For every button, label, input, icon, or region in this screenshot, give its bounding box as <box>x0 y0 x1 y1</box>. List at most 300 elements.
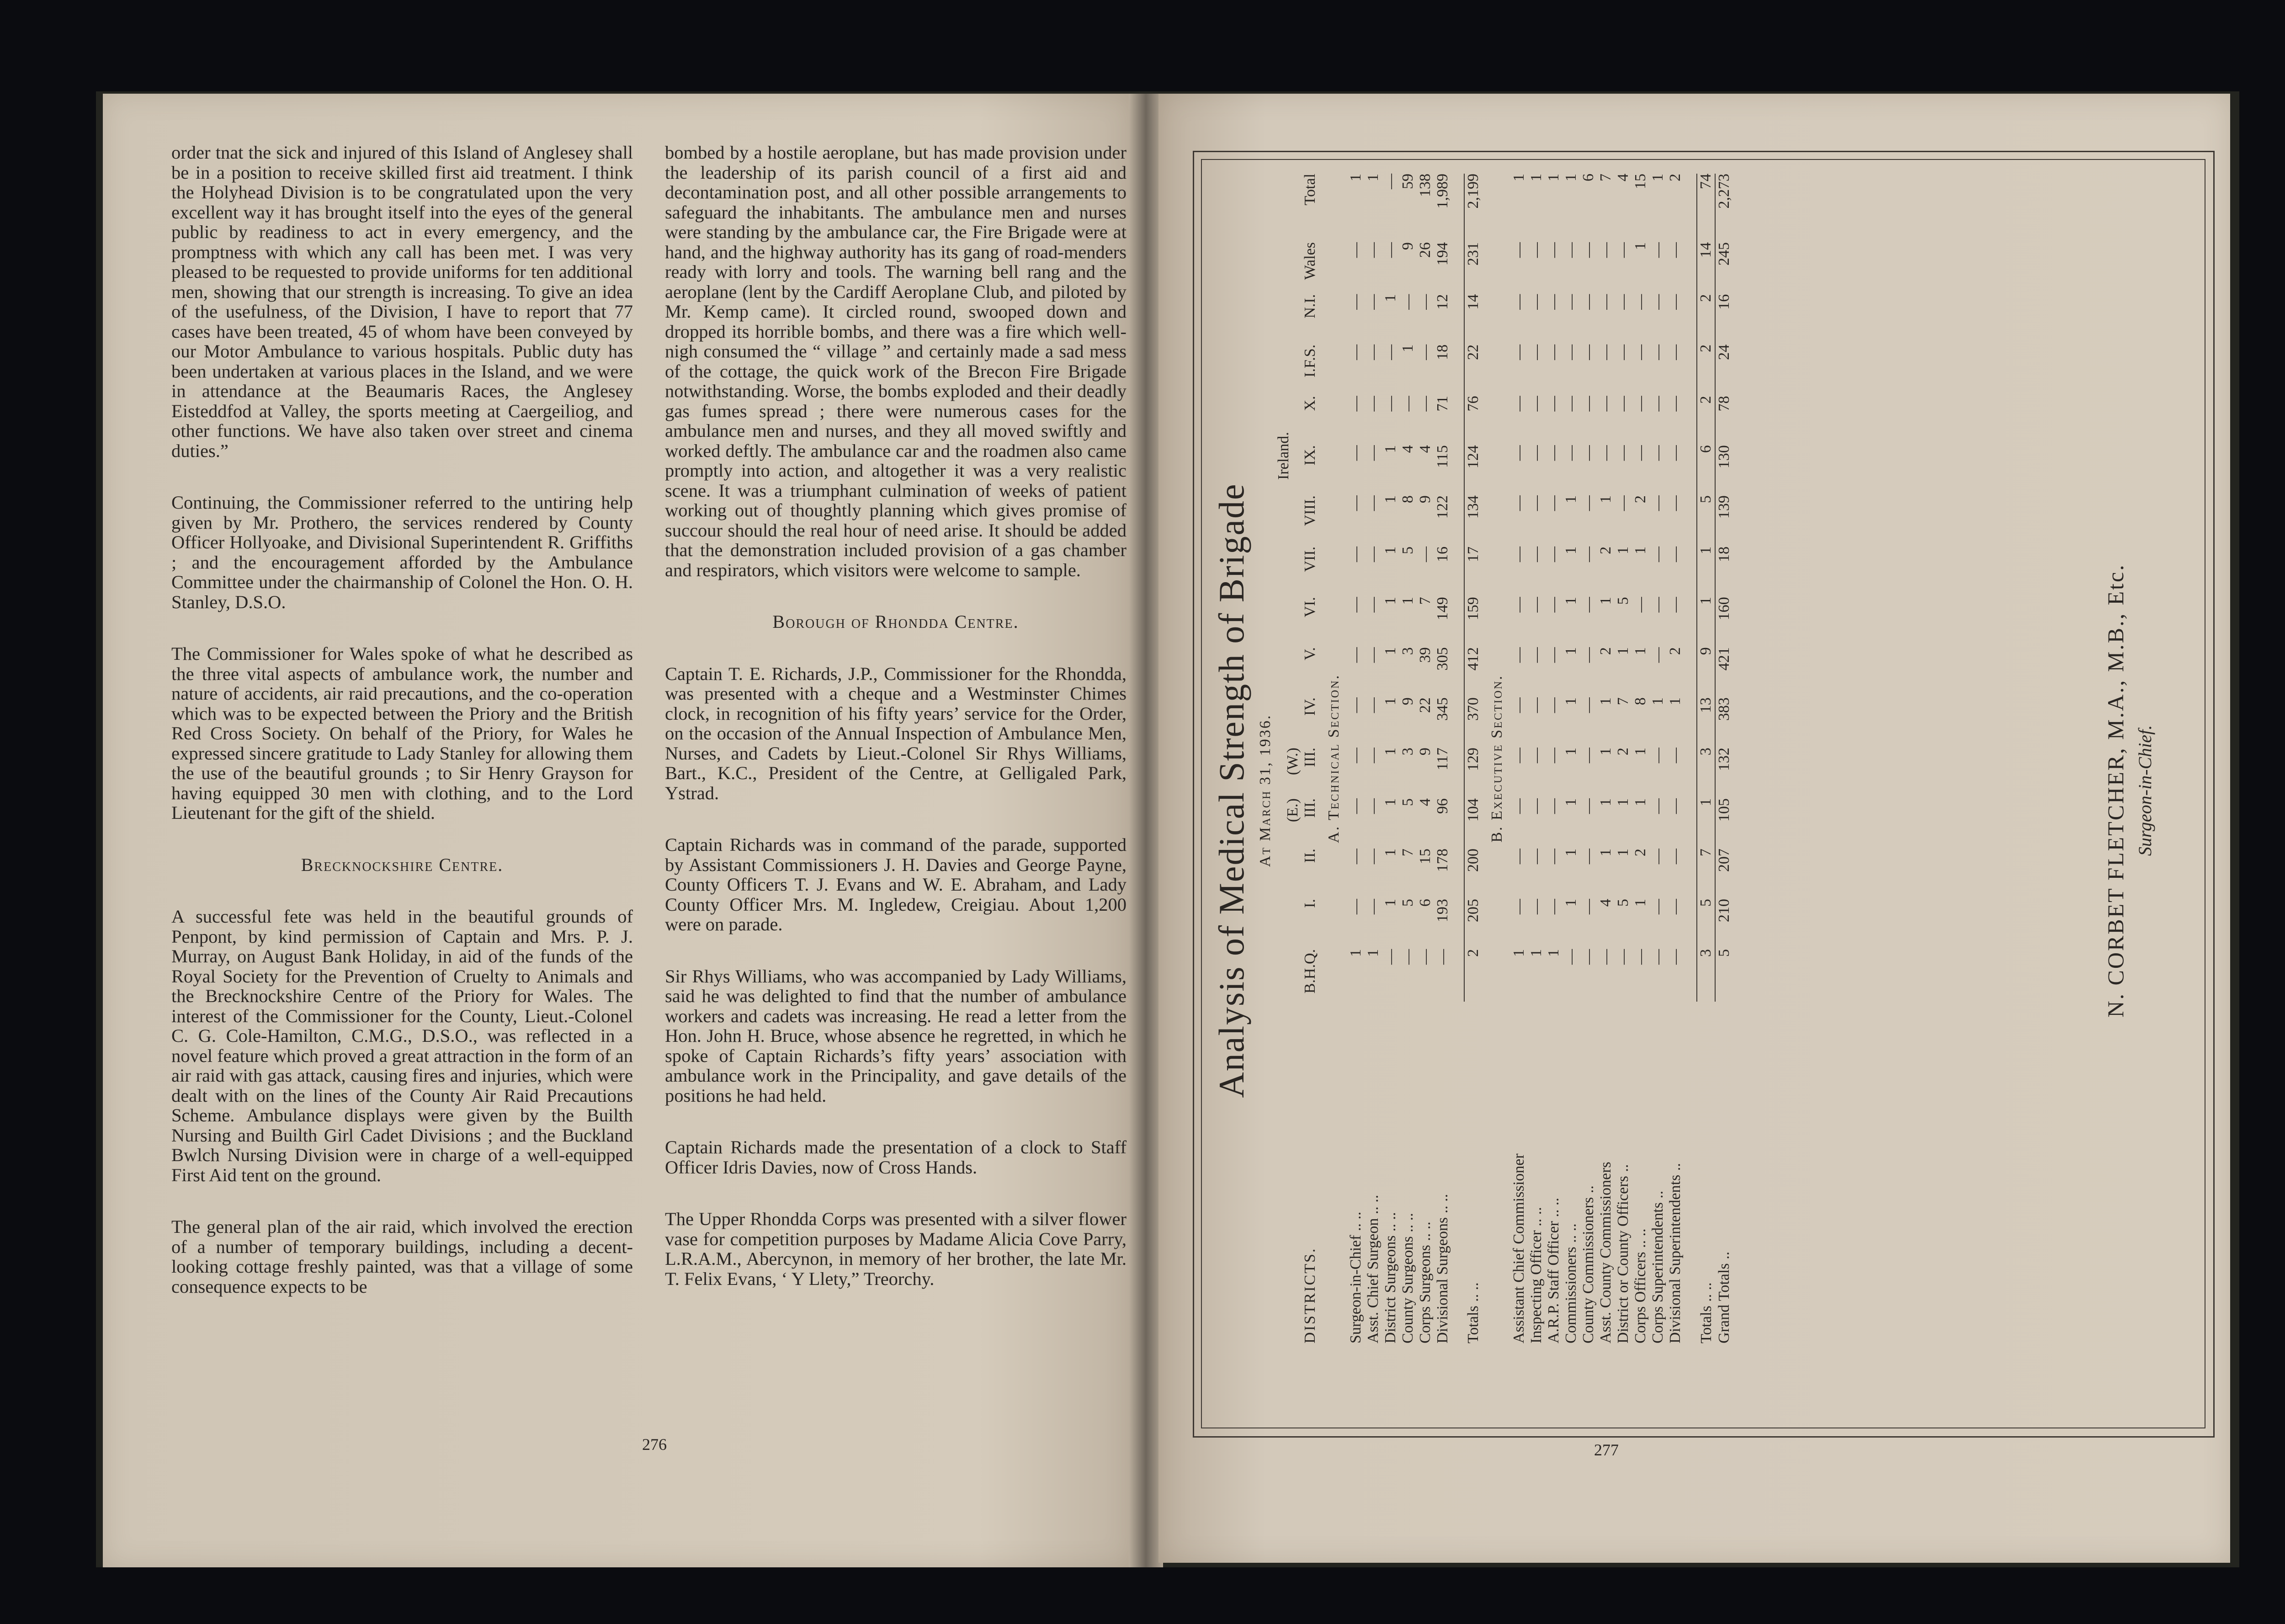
table-cell: 7 <box>1615 697 1631 706</box>
table-cell: — <box>1649 242 1666 258</box>
table-cell: 383 <box>1715 697 1733 748</box>
medical-strength-table <box>1284 174 1733 1343</box>
left-column-1 <box>171 143 633 1296</box>
table-cell: 159 <box>1464 597 1482 647</box>
table-cell: 9 <box>1417 748 1434 756</box>
table-cell: — <box>1667 396 1684 412</box>
table-cell: 124 <box>1464 445 1482 495</box>
row-label: Commissioners .. .. <box>1562 1223 1579 1343</box>
table-cell: — <box>1667 849 1684 865</box>
table-cell: 1 <box>1382 697 1399 706</box>
column-header: IV. <box>1302 697 1318 716</box>
table-cell: — <box>1365 396 1382 412</box>
table-cell: — <box>1382 949 1399 965</box>
table-cell: — <box>1580 546 1597 562</box>
table-cell: — <box>1365 242 1382 258</box>
table-cell: — <box>1347 546 1364 562</box>
table-cell: — <box>1347 849 1364 865</box>
table-cell: — <box>1667 242 1684 258</box>
totals-row <box>1697 174 1715 1343</box>
row-label: Assistant Chief Commissioner <box>1510 1153 1527 1343</box>
table-cell: 104 <box>1464 798 1482 849</box>
row-label: Surgeon-in-Chief .. .. <box>1347 1211 1364 1343</box>
table-cell: — <box>1649 294 1666 310</box>
table-cell: 1 <box>1649 174 1666 181</box>
table-cell: — <box>1580 748 1597 764</box>
table-cell: — <box>1562 344 1579 360</box>
table-cell: — <box>1667 546 1684 562</box>
row-label: Asst. Chief Surgeon .. .. <box>1365 1194 1382 1343</box>
table-cell: 1 <box>1667 697 1684 706</box>
table-cell: — <box>1399 396 1416 412</box>
table-cell: 129 <box>1464 748 1482 798</box>
table-cell: — <box>1399 294 1416 310</box>
table-cell: 1 <box>1615 798 1631 807</box>
table-cell: — <box>1597 242 1614 258</box>
table-cell: — <box>1382 174 1399 189</box>
table-cell: 76 <box>1464 396 1482 445</box>
table-row <box>1417 174 1434 1343</box>
header-cell: (W.) <box>1284 748 1301 775</box>
table-cell: 1 <box>1615 849 1631 857</box>
table-cell: 3 <box>1399 748 1416 756</box>
row-label: District Surgeons .. .. <box>1382 1212 1399 1343</box>
table-cell: 3 <box>1697 949 1715 1002</box>
table-cell: — <box>1365 495 1382 511</box>
table-cell: 5 <box>1697 495 1715 547</box>
table-cell: 5 <box>1399 546 1416 554</box>
table-cell: 4 <box>1417 445 1434 453</box>
table-cell: — <box>1434 949 1451 965</box>
table-cell: 1 <box>1615 647 1631 655</box>
table-cell: 39 <box>1417 647 1434 663</box>
table-cell: 345 <box>1434 697 1451 721</box>
spacer-row <box>1684 174 1697 1343</box>
table-cell: — <box>1510 495 1527 511</box>
table-cell: 2,273 <box>1715 174 1733 242</box>
table-row <box>1649 174 1667 1343</box>
table-cell: — <box>1382 396 1399 412</box>
table-cell: 1 <box>1545 949 1562 957</box>
table-cell: — <box>1597 344 1614 360</box>
table-cell: — <box>1580 849 1597 865</box>
table-cell: 1 <box>1562 546 1579 554</box>
table-cell: — <box>1615 396 1631 412</box>
section-b-totals <box>1684 174 1715 1343</box>
table-cell: 1 <box>1347 949 1364 957</box>
table-cell: 134 <box>1464 495 1482 547</box>
table-cell: — <box>1545 445 1562 461</box>
row-label: Divisional Superintendents .. <box>1667 1163 1684 1343</box>
table-cell: — <box>1365 697 1382 713</box>
table-cell: 1 <box>1597 697 1614 706</box>
table-cell: 130 <box>1715 445 1733 495</box>
table-row <box>1667 174 1684 1343</box>
table-cell: 1 <box>1632 647 1649 655</box>
table-cell: — <box>1562 949 1579 965</box>
table-cell: 139 <box>1715 495 1733 547</box>
table-cell: — <box>1510 344 1527 360</box>
table-cell: 138 <box>1417 174 1434 197</box>
table-cell: 16 <box>1434 546 1451 562</box>
table-cell: — <box>1580 899 1597 915</box>
table-cell: — <box>1545 849 1562 865</box>
table-cell: 1 <box>1562 849 1579 857</box>
table-cell: 2,199 <box>1464 174 1482 242</box>
table-cell: — <box>1545 242 1562 258</box>
grand-totals-row <box>1715 174 1733 1343</box>
table-cell: — <box>1615 344 1631 360</box>
row-label: Corps Officers .. .. <box>1632 1228 1649 1343</box>
table-cell: 1 <box>1562 748 1579 756</box>
table-cell: 2 <box>1464 949 1482 1002</box>
table-cell: 1 <box>1545 174 1562 181</box>
table-cell: — <box>1632 344 1649 360</box>
table-cell: — <box>1382 344 1399 360</box>
table-cell: — <box>1528 294 1545 310</box>
table-cell: 1 <box>1632 242 1649 250</box>
table-cell: 194 <box>1434 242 1451 266</box>
section-heading-brecknockshire: Brecknockshire Centre. <box>301 854 504 875</box>
table-cell: — <box>1347 697 1364 713</box>
row-label: District or County Officers .. <box>1615 1164 1631 1343</box>
column-header: I. <box>1302 899 1318 908</box>
table-cell: — <box>1580 697 1597 713</box>
table-cell: — <box>1365 445 1382 461</box>
table-cell: 115 <box>1434 445 1451 468</box>
table-cell: — <box>1545 798 1562 814</box>
table-cell: 7 <box>1399 849 1416 857</box>
table-cell: — <box>1562 294 1579 310</box>
table-cell: 1 <box>1382 647 1399 655</box>
table-cell: — <box>1580 445 1597 461</box>
table-cell: 1 <box>1382 748 1399 756</box>
table-cell: — <box>1347 344 1364 360</box>
table-cell: 96 <box>1434 798 1451 814</box>
section-b-rows <box>1510 174 1684 1343</box>
table-cell: 6 <box>1580 174 1597 181</box>
table-cell: 8 <box>1632 697 1649 706</box>
table-cell: 160 <box>1715 597 1733 647</box>
table-cell: — <box>1510 899 1527 915</box>
table-cell: 2 <box>1597 647 1614 655</box>
table-cell: — <box>1580 495 1597 511</box>
table-cell: 2 <box>1697 294 1715 345</box>
table-cell: 1 <box>1562 697 1579 706</box>
table-row <box>1510 174 1528 1343</box>
column-header: Wales <box>1302 242 1318 280</box>
table-cell: — <box>1562 445 1579 461</box>
table-cell: 1 <box>1399 597 1416 605</box>
column-header: II. <box>1302 849 1318 863</box>
table-cell: — <box>1528 899 1545 915</box>
column-header: B.H.Q. <box>1302 949 1318 994</box>
table-cell: — <box>1528 647 1545 663</box>
column-header: Total <box>1302 174 1318 206</box>
table-cell: 3 <box>1697 748 1715 798</box>
table-cell: — <box>1347 445 1364 461</box>
table-row <box>1615 174 1632 1343</box>
table-cell: — <box>1382 242 1399 258</box>
table-subtitle: At March 31, 1936. <box>1257 714 1274 867</box>
table-title: Analysis of Medical Strength of Brigade <box>1212 483 1251 1098</box>
table-cell: 245 <box>1715 242 1733 294</box>
table-cell: 1 <box>1528 949 1545 957</box>
table-cell: — <box>1528 748 1545 764</box>
table-cell: — <box>1510 849 1527 865</box>
table-cell: — <box>1649 495 1666 511</box>
table-cell: — <box>1399 949 1416 965</box>
table-cell: — <box>1615 495 1631 511</box>
table-cell: — <box>1545 697 1562 713</box>
table-cell: 17 <box>1464 547 1482 597</box>
table-subheader-row <box>1284 174 1302 1343</box>
table-cell: 205 <box>1464 899 1482 949</box>
table-cell: 149 <box>1434 597 1451 621</box>
table-cell: — <box>1510 748 1527 764</box>
table-cell: — <box>1417 294 1434 310</box>
table-cell: — <box>1545 748 1562 764</box>
table-cell: — <box>1580 242 1597 258</box>
table-cell: 7 <box>1697 849 1715 899</box>
column-header: IX. <box>1302 445 1318 466</box>
table-cell: 18 <box>1715 547 1733 597</box>
table-cell: — <box>1365 849 1382 865</box>
table-cell: — <box>1649 748 1666 764</box>
table-cell: — <box>1580 344 1597 360</box>
table-cell: 1 <box>1528 174 1545 181</box>
table-cell: 5 <box>1715 949 1733 1002</box>
table-cell: — <box>1649 597 1666 613</box>
table-cell: — <box>1667 445 1684 461</box>
table-cell: 210 <box>1715 899 1733 949</box>
table-cell: — <box>1632 949 1649 965</box>
table-cell: — <box>1510 597 1527 613</box>
table-cell: — <box>1528 344 1545 360</box>
table-cell: 200 <box>1464 849 1482 899</box>
table-cell: 2 <box>1597 546 1614 554</box>
left-column-2 <box>665 143 1127 1289</box>
table-cell: 1 <box>1562 597 1579 605</box>
table-cell: — <box>1417 396 1434 412</box>
column-header: V. <box>1302 647 1318 660</box>
table-cell: — <box>1649 445 1666 461</box>
table-cell: 1 <box>1399 344 1416 352</box>
table-cell: 1 <box>1597 798 1614 807</box>
table-cell: 2 <box>1632 495 1649 504</box>
table-cell: — <box>1417 949 1434 965</box>
table-cell: — <box>1580 294 1597 310</box>
table-cell: 2 <box>1697 345 1715 396</box>
table-cell: 1 <box>1382 495 1399 504</box>
table-cell: 3 <box>1399 647 1416 655</box>
table-cell: — <box>1667 344 1684 360</box>
table-cell: — <box>1562 396 1579 412</box>
table-cell: — <box>1528 798 1545 814</box>
table-cell: — <box>1545 597 1562 613</box>
table-cell: — <box>1347 899 1364 915</box>
paragraph: Sir Rhys Williams, who was accompanied by Lady Williams, said he was delighted to find that the number of ambulance workers and cadets was increasing. He read a letter from the Hon. John H. Bruce, whose absence he regretted, in which he spoke of Captain Richards’s fifty years’ association with ambulance work in the Principality, and gave details of the positions he had held. <box>665 966 1127 1106</box>
paragraph: Captain Richards made the presentation of a clock to Staff Officer Idris Davies, now of Cross Hands. <box>665 1137 1127 1178</box>
table-row <box>1632 174 1649 1343</box>
table-cell: — <box>1580 597 1597 613</box>
table-cell: 5 <box>1615 597 1631 605</box>
table-cell: 1 <box>1597 748 1614 756</box>
table-row <box>1562 174 1580 1343</box>
section-a-title: A. Technical Section. <box>1325 674 1342 843</box>
table-cell: — <box>1365 546 1382 562</box>
table-cell: 1 <box>1382 798 1399 807</box>
table-cell: 370 <box>1464 697 1482 748</box>
table-cell: 132 <box>1715 748 1733 798</box>
totals-row <box>1464 174 1482 1343</box>
table-cell: 4 <box>1615 174 1631 181</box>
table-cell: 16 <box>1715 294 1733 345</box>
table-row <box>1434 174 1451 1343</box>
table-cell: — <box>1365 899 1382 915</box>
table-cell: — <box>1365 294 1382 310</box>
table-cell: 4 <box>1417 798 1434 807</box>
row-label: County Surgeons .. .. <box>1399 1213 1416 1343</box>
column-header: I.F.S. <box>1302 344 1318 377</box>
signature-name: N. CORBET FLETCHER, M.A., M.B., Etc. <box>2103 563 2128 1018</box>
table-cell: — <box>1649 798 1666 814</box>
table-cell: — <box>1417 546 1434 562</box>
section-heading-rhondda: Borough of Rhondda Centre. <box>772 611 1019 632</box>
row-label: A.R.P. Staff Officer .. .. <box>1545 1198 1562 1343</box>
table-cell: — <box>1632 445 1649 461</box>
table-cell: 71 <box>1434 396 1451 412</box>
table-cell: — <box>1347 748 1364 764</box>
table-cell: 15 <box>1417 849 1434 865</box>
table-cell: — <box>1649 949 1666 965</box>
paragraph: The general plan of the air raid, which involved the erection of a number of temporary buildings, including a decent-looking cottage freshly painted, was that a village of some consequence expects to be <box>171 1216 633 1297</box>
table-cell: — <box>1545 344 1562 360</box>
table-cell: — <box>1632 294 1649 310</box>
table-cell: — <box>1528 396 1545 412</box>
column-header: VII. <box>1302 546 1318 572</box>
table-cell: — <box>1528 445 1545 461</box>
table-cell: 2 <box>1615 748 1631 756</box>
table-cell: 2 <box>1632 849 1649 857</box>
table-cell: 18 <box>1434 344 1451 360</box>
book-gutter <box>1129 94 1163 1567</box>
table-cell: — <box>1510 445 1527 461</box>
table-cell: 231 <box>1464 242 1482 294</box>
table-cell: — <box>1347 647 1364 663</box>
section-a-rows <box>1347 174 1451 1343</box>
spacer-row <box>1451 174 1464 1343</box>
paragraph: bombed by a hostile aeroplane, but has made provision under the leadership of its parish council of a first aid and decontamination post, and all other possible arrangements to safeguard the inhabitants. The ambulance men and nurses were standing by the ambulance car, the Fire Brigade were at hand, and the highway authority has its gang of road-menders ready with lorry and tools. The warning bell rang and the aeroplane (lent by the Cardiff Aeroplane Club, and piloted by Mr. Kemp came). It circled round, swooped down and dropped its horrible bombs, and there was a fire which well-nigh consumed the “ village ” and certainly made a sad mess of the cottage, the quick work of the Brecon Fire Brigade notwithstanding. Worse, the bombs exploded and their deadly gas fumes spread ; there were numerous cases for the ambulance men and nurses, and they all moved swiftly and worked deftly. The ambulance car and the roadmen also came promptly into action, and altogether it was a very realistic scene. It was a triumphant culmination of weeks of patient working out of thoughtly planning which gives promise of succour should the real hour of need arise. It should be added that the demonstration included provision of a gas chamber and respirators, which visitors were welcome to sample. <box>665 142 1127 580</box>
section-a-row <box>1319 174 1347 1343</box>
table-cell: — <box>1580 798 1597 814</box>
table-cell: — <box>1615 949 1631 965</box>
row-label: Totals .. .. <box>1698 1282 1715 1343</box>
table-cell: — <box>1365 748 1382 764</box>
table-cell: 1 <box>1562 495 1579 504</box>
table-row <box>1580 174 1597 1343</box>
table-cell: — <box>1510 647 1527 663</box>
table-cell: — <box>1365 344 1382 360</box>
table-cell: 122 <box>1434 495 1451 519</box>
table-cell: 1,989 <box>1434 174 1451 209</box>
table-cell: 2 <box>1667 174 1684 181</box>
table-cell: — <box>1580 396 1597 412</box>
table-cell: 1 <box>1382 899 1399 907</box>
page-number-left: 276 <box>642 1435 667 1454</box>
table-row <box>1545 174 1562 1343</box>
row-label: Inspecting Officer .. .. <box>1528 1207 1545 1343</box>
table-cell: 1 <box>1562 798 1579 807</box>
paragraph: The Commissioner for Wales spoke of what he described as the three vital aspects of ambulance work, the number and nature of accidents, air raid precautions, and the co-operation which was to be expected between the Priory and the British Red Cross Society. On behalf of the Priory, for Wales he expressed sincere gratitude to Lady Stanley for allowing them the use of the beautiful grounds ; to Sir Henry Grayson for having equipped 30 men with clothing, and to the Lord Lieutenant for the gift of the shield. <box>171 643 633 823</box>
table-row <box>1597 174 1615 1343</box>
paragraph: Captain Richards was in command of the parade, supported by Assistant Commissioners J. H. Davies and George Payne, County Officers T. J. Evans and W. E. Abraham, and Lady County Officer Mrs. M. Ingledew, Creigiau. About 1,200 were on parade. <box>665 834 1127 934</box>
table-cell: — <box>1545 899 1562 915</box>
table-cell: — <box>1597 396 1614 412</box>
table-cell: — <box>1528 546 1545 562</box>
table-cell: 1 <box>1510 949 1527 957</box>
table-cell: 9 <box>1399 242 1416 250</box>
row-label: Grand Totals .. <box>1716 1252 1732 1343</box>
table-cell: 9 <box>1697 647 1715 697</box>
table-cell: — <box>1649 849 1666 865</box>
table-cell: — <box>1528 849 1545 865</box>
paragraph: Continuing, the Commissioner referred to the untiring help given by Mr. Prothero, the services rendered by County Officer Hollyoake, and Divisional Superintendent R. Griffiths ; and the encouragement afforded by the Ambulance Committee under the chairmanship of Colonel the Hon. O. H. Stanley, D.S.O. <box>171 492 633 612</box>
table-cell: 1 <box>1632 546 1649 554</box>
table-cell: 5 <box>1697 899 1715 949</box>
table-cell: 1 <box>1382 597 1399 605</box>
table-cell: — <box>1347 597 1364 613</box>
table-cell: 1 <box>1697 798 1715 849</box>
table-cell: 6 <box>1417 899 1434 907</box>
table-cell: 24 <box>1715 345 1733 396</box>
table-cell: — <box>1615 242 1631 258</box>
signature-title: Surgeon-in-Chief. <box>2135 725 2155 856</box>
column-header: III. <box>1302 748 1318 767</box>
table-cell: — <box>1667 899 1684 915</box>
table-cell: — <box>1545 396 1562 412</box>
table-cell: — <box>1347 242 1364 258</box>
table-cell: 1 <box>1632 798 1649 807</box>
column-header: III. <box>1302 798 1318 818</box>
table-cell: 193 <box>1434 899 1451 923</box>
table-row <box>1399 174 1417 1343</box>
table-cell: 1 <box>1615 546 1631 554</box>
table-cell: — <box>1667 495 1684 511</box>
row-label: Divisional Surgeons .. .. <box>1434 1194 1451 1343</box>
page-number-right: 277 <box>1594 1441 1619 1459</box>
table-cell: — <box>1632 396 1649 412</box>
grand-totals <box>1715 174 1733 1343</box>
table-cell: 1 <box>1697 597 1715 647</box>
table-cell: — <box>1562 242 1579 258</box>
paragraph: order tnat the sick and injured of this Island of Anglesey shall be in a position to receive skilled first aid treatment. I think the Holyhead Division is to be congratulated upon the very excellent way it has brought itself into the eyes of the general public by readiness to act in every emergency, and the promptness with which any call has been met. I was very pleased to be requested to provide uniforms for ten additional men, showing that our strength is increasing. To give an idea of the usefulness, of the Division, I have to report that 77 cases have been treated, 45 of whom have been conveyed by our Motor Ambulance to various hospitals. Public duty has been undertaken at various places in the Island, and we were in attendance at the Beaumaris Races, the Anglesey Eisteddfod at Valley, the sports meeting at Caergeiliog, and other functions. We have also taken over street and cinema duties.” <box>171 142 633 461</box>
table-cell: — <box>1597 949 1614 965</box>
table-cell: 1 <box>1382 849 1399 857</box>
table-cell: — <box>1632 597 1649 613</box>
table-cell: 22 <box>1464 345 1482 396</box>
table-cell: 5 <box>1399 899 1416 907</box>
table-cell: — <box>1528 597 1545 613</box>
table-cell: 1 <box>1597 597 1614 605</box>
table-cell: — <box>1649 546 1666 562</box>
table-cell: — <box>1347 798 1364 814</box>
table-cell: 78 <box>1715 396 1733 445</box>
column-header: N.I. <box>1302 294 1318 318</box>
table-cell: — <box>1649 344 1666 360</box>
section-b-row <box>1482 174 1510 1343</box>
table-cell: — <box>1347 495 1364 511</box>
